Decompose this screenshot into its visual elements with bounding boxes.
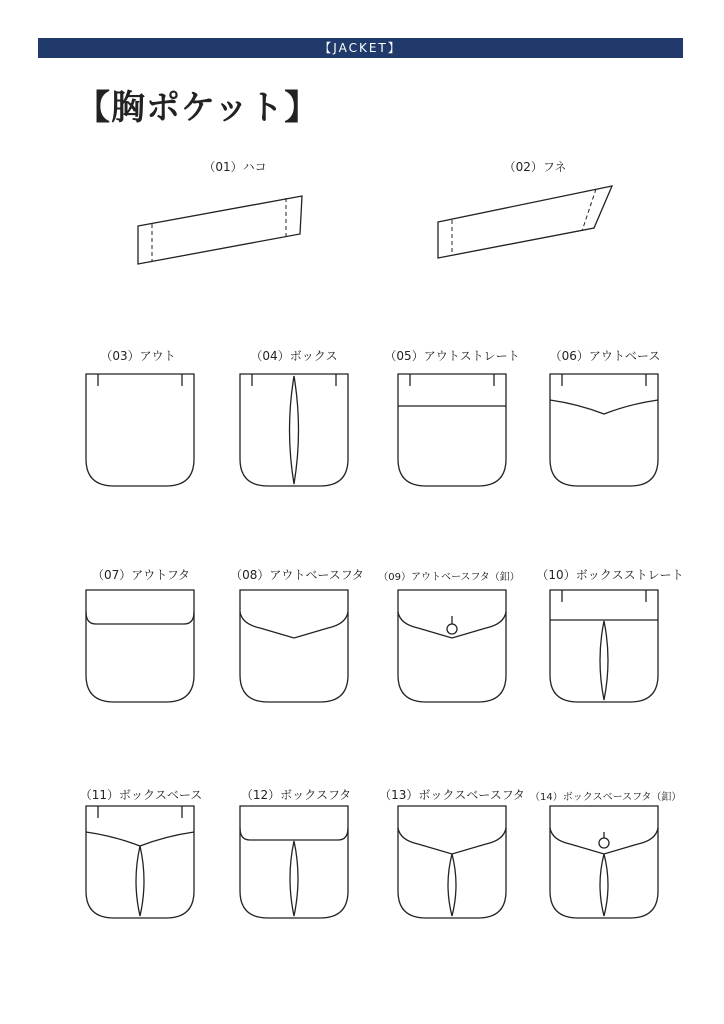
pocket-label-14: （14）ボックスベースフタ（釦）: [530, 792, 682, 803]
pocket-06-patch-pointed: [548, 374, 660, 488]
pocket-11-box-pleat-pointed: [84, 806, 196, 920]
pocket-05-patch-straight: [396, 374, 508, 488]
pocket-12-box-pleat-flap: [238, 806, 350, 920]
header-label: 【JACKET】: [319, 41, 402, 55]
pocket-label-06: （06）アウトベース: [549, 349, 661, 363]
pocket-label-07: （07）アウトフタ: [91, 568, 191, 582]
page-title: 【胸ポケット】: [76, 88, 320, 128]
pocket-label-01: （01）ハコ: [203, 160, 267, 174]
pocket-label-04: （04）ボックス: [250, 349, 338, 363]
pocket-14-box-pleat-pointed-flap-button: [548, 806, 660, 920]
pocket-03-patch: [84, 374, 196, 488]
pocket-label-02: （02）フネ: [503, 160, 567, 174]
pocket-label-10: （10）ボックスストレート: [536, 568, 684, 582]
pocket-label-12: （12）ボックスフタ: [240, 788, 352, 802]
pocket-label-09: （09）アウトベースフタ（釦）: [378, 572, 520, 583]
pocket-label-13: （13）ボックスベースフタ: [379, 788, 525, 802]
pocket-10-box-pleat-straight: [548, 590, 660, 704]
pocket-label-08: （08）アウトベースフタ: [230, 568, 364, 582]
pocket-01-box-welt: [130, 190, 310, 270]
pocket-08-patch-pointed-flap: [238, 590, 350, 704]
pocket-02-boat-welt: [430, 180, 620, 270]
pocket-04-box-pleat: [238, 374, 350, 488]
pocket-label-05: （05）アウトストレート: [384, 349, 520, 363]
header-bar: [38, 38, 683, 58]
pocket-13-box-pleat-pointed-flap: [396, 806, 508, 920]
pocket-label-11: （11）ボックスベース: [79, 788, 203, 802]
pocket-label-03: （03）アウト: [100, 349, 176, 363]
pocket-09-patch-pointed-flap-button: [396, 590, 508, 704]
pocket-07-patch-flap: [84, 590, 196, 704]
